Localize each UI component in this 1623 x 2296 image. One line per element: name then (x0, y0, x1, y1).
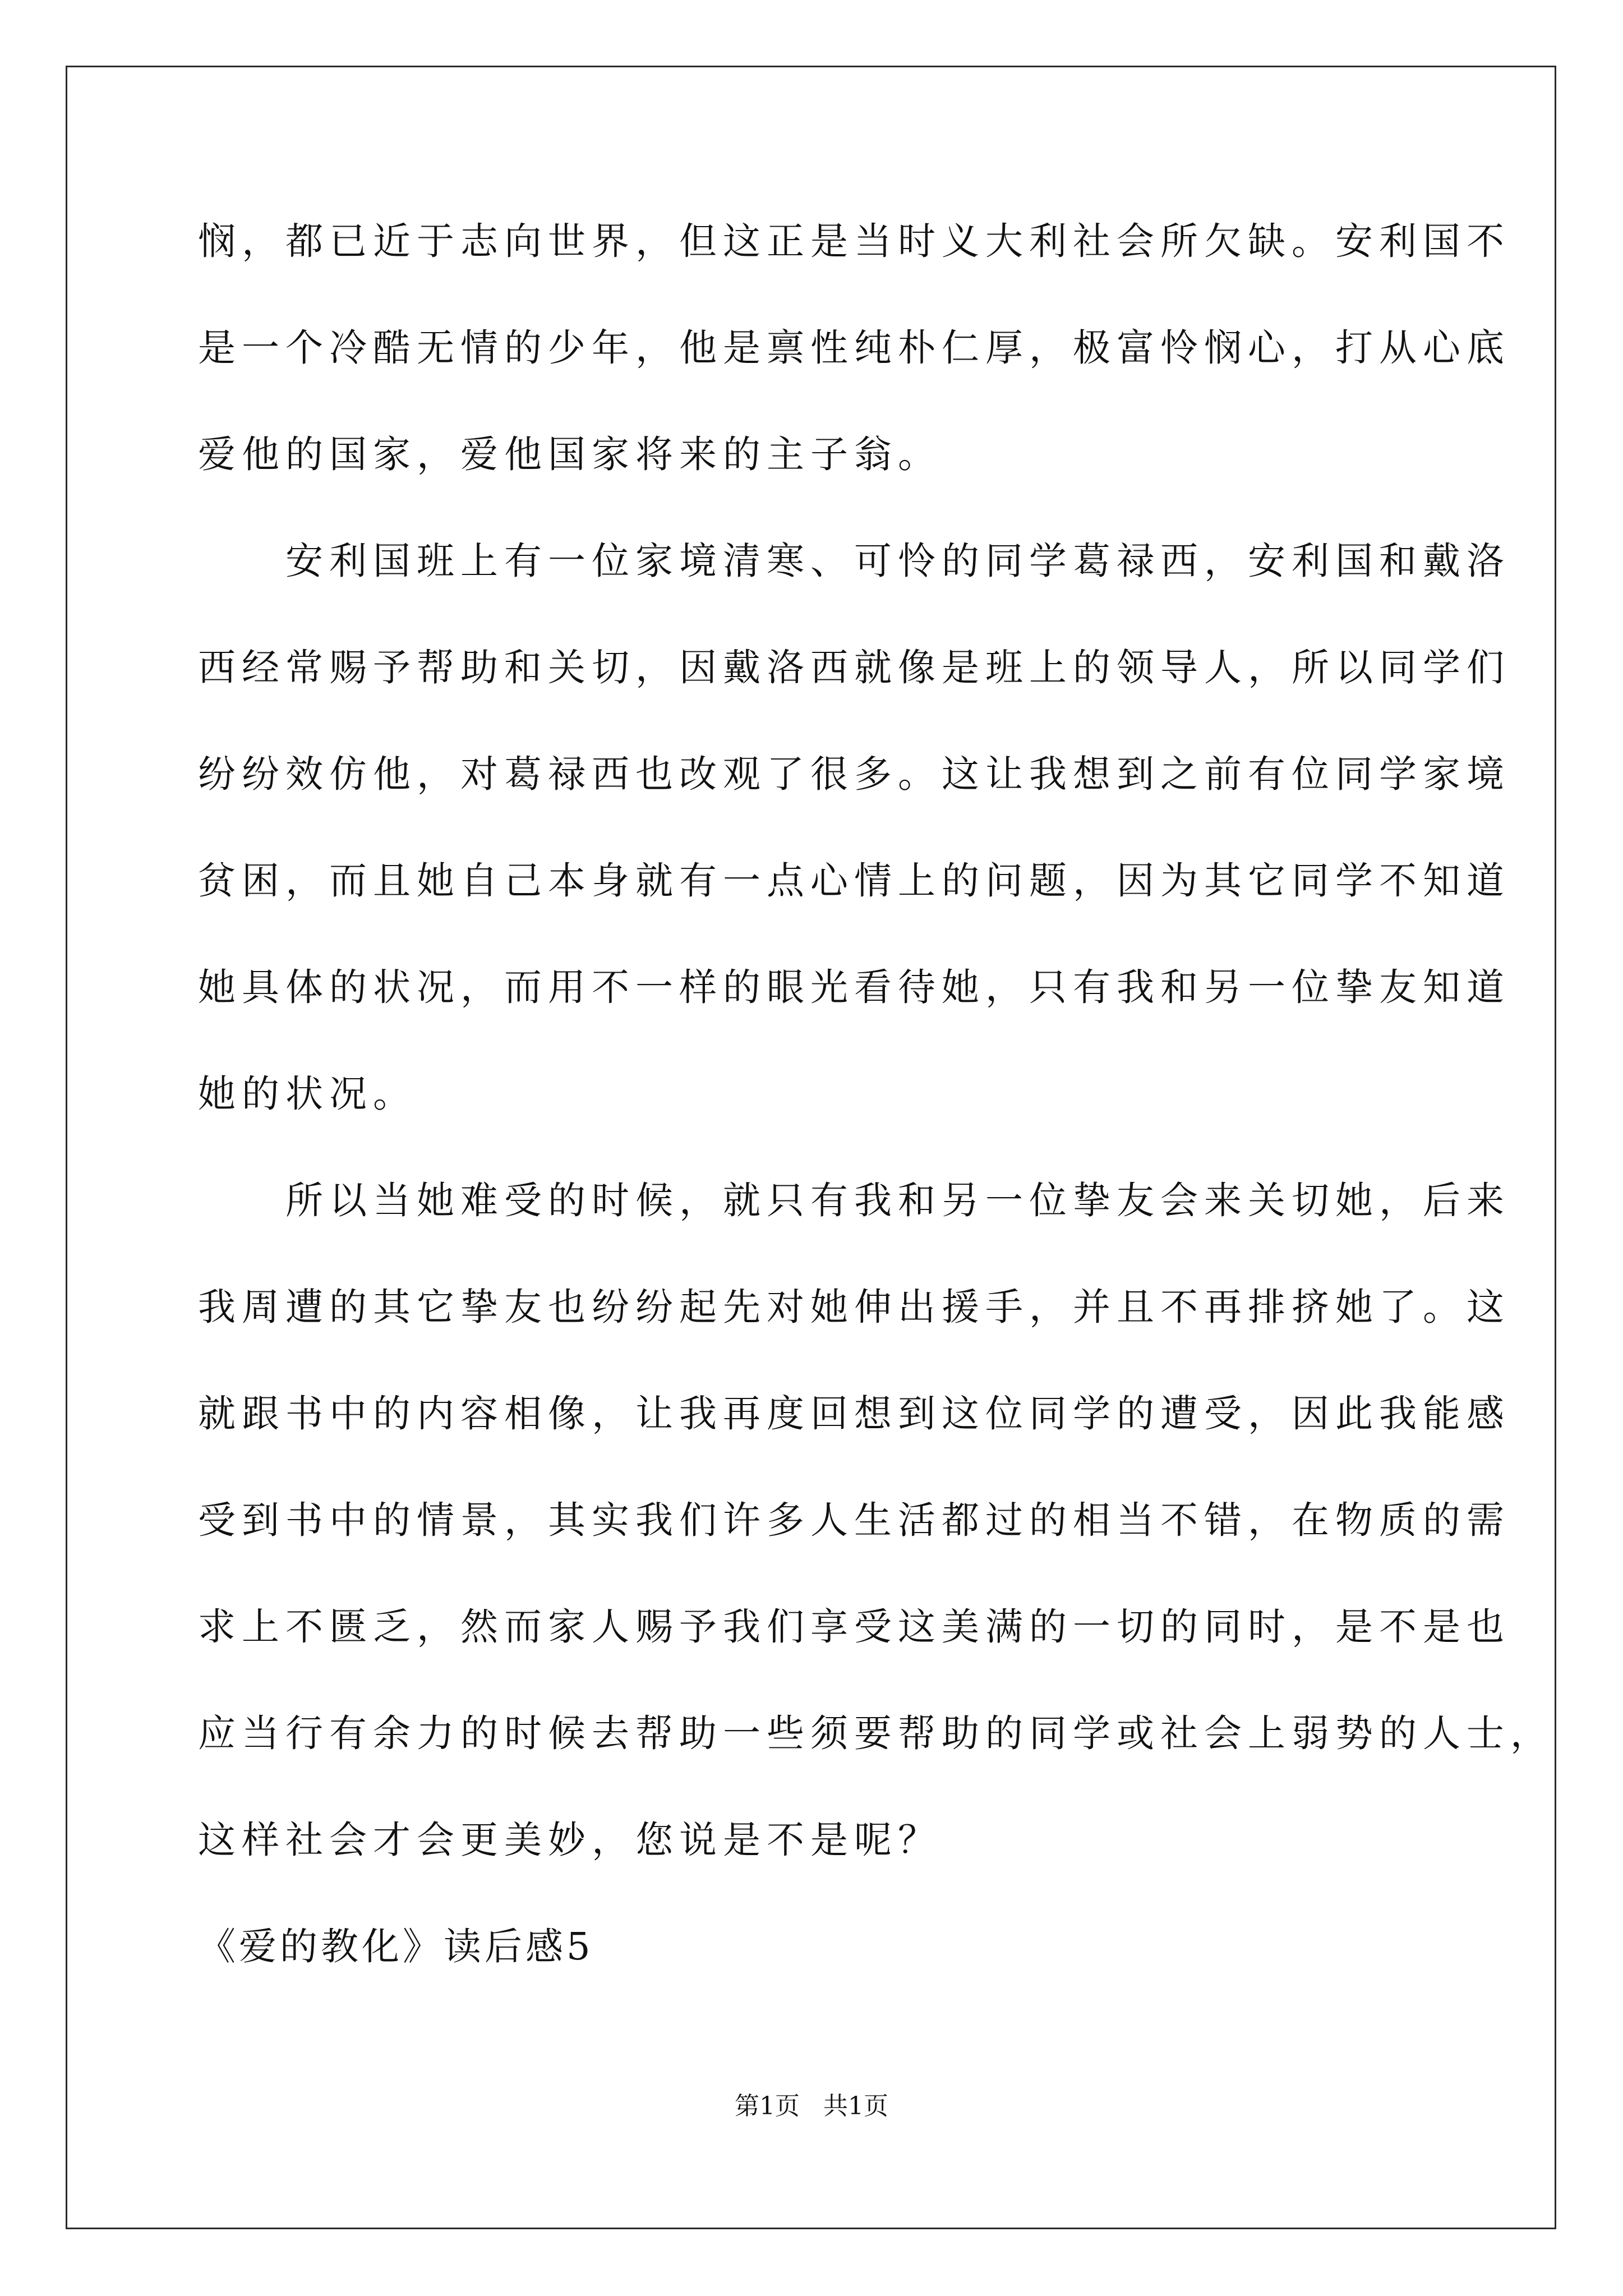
text-line: 她具体的状况，而用不一样的眼光看待她，只有我和另一位挚友知道 (198, 965, 1510, 1009)
text-line: 她的状况。 (198, 1072, 417, 1116)
text-line: 我周遭的其它挚友也纷纷起先对她伸出援手，并且不再排挤她了。这 (198, 1285, 1510, 1329)
text-line: 这样社会才会更美妙，您说是不是呢？ (198, 1818, 942, 1862)
text-line: 就跟书中的内容相像，让我再度回想到这位同学的遭受，因此我能感 (198, 1392, 1510, 1435)
page-footer: 第1页 共1页 (735, 2092, 888, 2120)
text-line: 贫困，而且她自己本身就有一点心情上的问题，因为其它同学不知道 (198, 859, 1510, 903)
text-line: 所以当她难受的时候，就只有我和另一位挚友会来关切她，后来 (285, 1179, 1510, 1222)
document-body (198, 208, 1554, 1997)
text-line: 悯，都已近于志向世界，但这正是当时义大利社会所欠缺。安利国不 (198, 219, 1510, 263)
text-line: 应当行有余力的时候去帮助一些须要帮助的同学或社会上弱势的人士， (198, 1711, 1554, 1755)
text-line: 是一个冷酷无情的少年，他是禀性纯朴仁厚，极富怜悯心，打从心底 (198, 326, 1510, 370)
text-line: 安利国班上有一位家境清寒、可怜的同学葛禄西，安利国和戴洛 (285, 539, 1510, 583)
text-line: 纷纷效仿他，对葛禄西也改观了很多。这让我想到之前有位同学家境 (198, 752, 1510, 796)
text-line: 求上不匮乏，然而家人赐予我们享受这美满的一切的同时，是不是也 (198, 1605, 1510, 1649)
text-line: 爱他的国家，爱他国家将来的主子翁。 (198, 432, 942, 476)
text-line: 西经常赐予帮助和关切，因戴洛西就像是班上的领导人，所以同学们 (198, 646, 1510, 689)
section-heading: 《爱的教化》读后感5 (198, 1925, 594, 1968)
text-line: 受到书中的情景，其实我们许多人生活都过的相当不错，在物质的需 (198, 1498, 1510, 1542)
paragraph-lines (198, 208, 1554, 1913)
